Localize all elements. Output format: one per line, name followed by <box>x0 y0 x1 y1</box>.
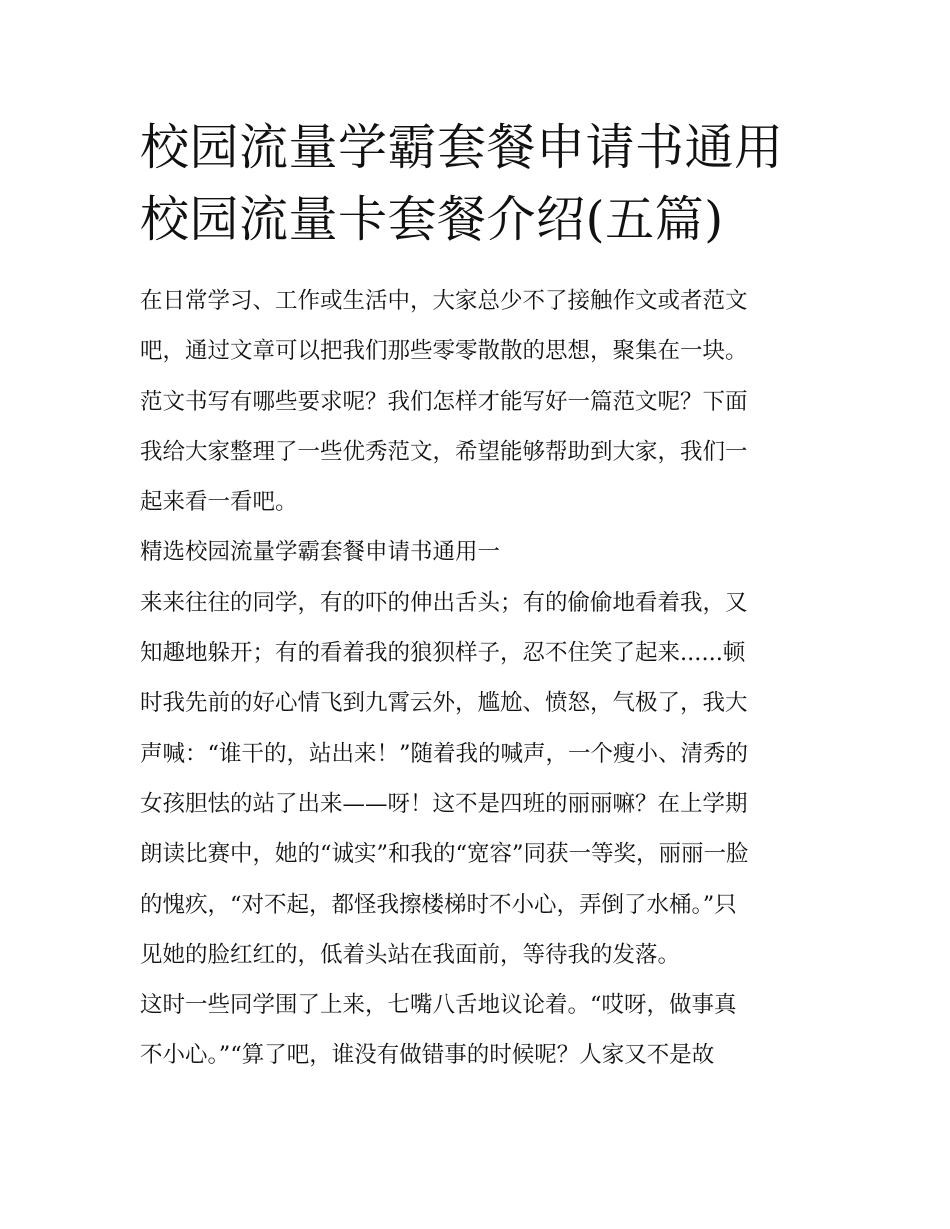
text-line: 见她的脸红红的，低着头站在我面前，等待我的发落。 <box>140 941 681 968</box>
text-line: 范文书写有哪些要求呢？我们怎样才能写好一篇范文呢？下面 <box>140 388 748 415</box>
section-heading: 精选校园流量学霸套餐申请书通用一 <box>140 539 501 566</box>
text-line: 在日常学习、工作或生活中，大家总少不了接触作文或者范文 <box>140 288 748 314</box>
text-line: 吧，通过文章可以把我们那些零零散散的思想，聚集在一块。 <box>140 338 748 365</box>
text-line: 起来看一看吧。 <box>140 489 298 516</box>
text-line: 的愧疚，“对不起，都怪我擦楼梯时不小心，弄倒了水桶。”只 <box>140 891 737 918</box>
document-content <box>140 112 820 1081</box>
text-line: 女孩胆怯的站了出来——呀！这不是四班的丽丽嘛？在上学期 <box>140 790 748 817</box>
text-line: 时我先前的好心情飞到九霄云外，尴尬、愤怒，气极了，我大 <box>140 690 748 717</box>
text-line: 来来往往的同学，有的吓的伸出舌头；有的偷偷地看着我，又 <box>140 589 748 616</box>
text-line: 声喊：“谁干的，站出来！”随着我的喊声，一个瘦小、清秀的 <box>140 740 749 767</box>
document-title <box>140 112 820 256</box>
text-line: 朗读比赛中，她的“诚实”和我的“宽容”同获一等奖，丽丽一脸 <box>140 841 749 868</box>
title-line: 校园流量卡套餐介绍(五篇) <box>140 191 724 248</box>
text-line: 知趣地躲开；有的看着我的狼狈样子，忍不住笑了起来......顿 <box>140 640 746 667</box>
text-line: 这时一些同学围了上来，七嘴八舌地议论着。“哎呀，做事真 <box>140 992 737 1019</box>
document-body <box>140 276 820 1081</box>
text-line: 不小心。”“算了吧，谁没有做错事的时候呢？人家又不是故 <box>140 1042 715 1069</box>
title-line: 校园流量学霸套餐申请书通用 <box>140 119 784 176</box>
text-line: 我给大家整理了一些优秀范文，希望能够帮助到大家，我们一 <box>140 438 748 465</box>
